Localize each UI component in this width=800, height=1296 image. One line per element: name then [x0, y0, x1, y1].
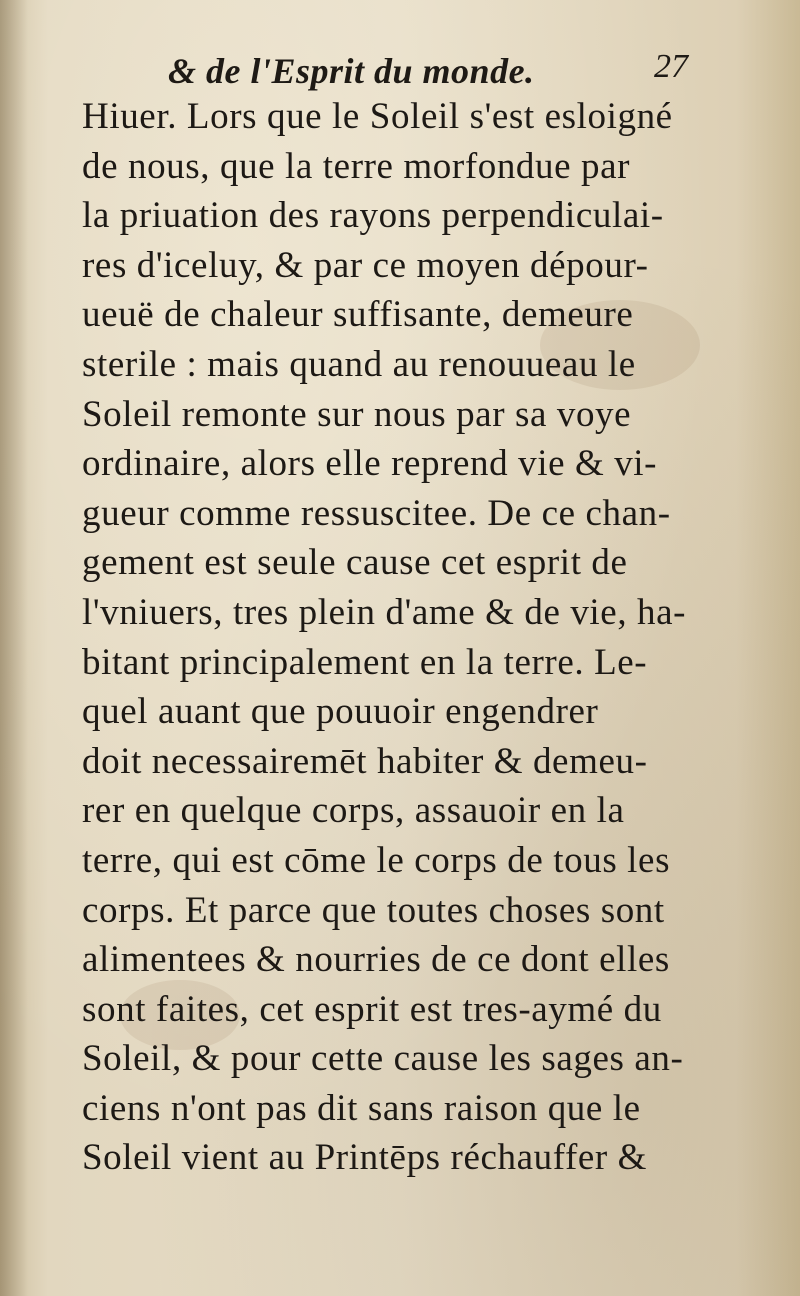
text-line: res d'iceluy, & par ce moyen dépour- [82, 244, 649, 286]
body-text [82, 92, 722, 1183]
text-line: de nous, que la terre morfondue par [82, 145, 631, 187]
text-line: alimentees & nourries de ce dont elles [82, 939, 670, 981]
text-line: bitant principalement en la terre. Le- [82, 641, 648, 683]
text-line: l'vniuers, tres plein d'ame & de vie, ha- [82, 591, 687, 633]
text-line: ciens n'ont pas dit sans raison que le [82, 1087, 641, 1129]
text-line: sterile : mais quand au renouueau le [82, 343, 636, 385]
page-number: 27 [654, 48, 688, 85]
text-line: terre, qui est cōme le corps de tous les [82, 839, 671, 881]
page-header [168, 42, 688, 92]
text-line: Hiuer. Lors que le Soleil s'est esloigné [82, 96, 673, 137]
text-line: ordinaire, alors elle reprend vie & vi- [82, 443, 658, 485]
text-line: gueur comme ressuscitee. De ce chan- [82, 492, 671, 534]
text-line: quel auant que pouuoir engendrer [82, 691, 599, 733]
running-title: & de l'Esprit du monde. [168, 51, 535, 91]
text-line: rer en quelque corps, assauoir en la [82, 790, 625, 832]
text-line: Soleil vient au Printēps réchauffer & [82, 1137, 648, 1179]
text-line: Soleil remonte sur nous par sa voye [82, 393, 632, 435]
text-line: doit necessairemēt habiter & demeu- [82, 740, 648, 782]
text-line: corps. Et parce que toutes choses sont [82, 889, 665, 931]
text-line: sont faites, cet esprit est tres-aymé du [82, 988, 662, 1030]
text-line: Soleil, & pour cette cause les sages an- [82, 1038, 684, 1080]
spine-shadow [0, 0, 28, 1296]
text-line: ueuë de chaleur suffisante, demeure [82, 294, 634, 336]
text-line: gement est seule cause cet esprit de [82, 542, 628, 584]
text-line: la priuation des rayons perpendiculai- [82, 195, 664, 237]
